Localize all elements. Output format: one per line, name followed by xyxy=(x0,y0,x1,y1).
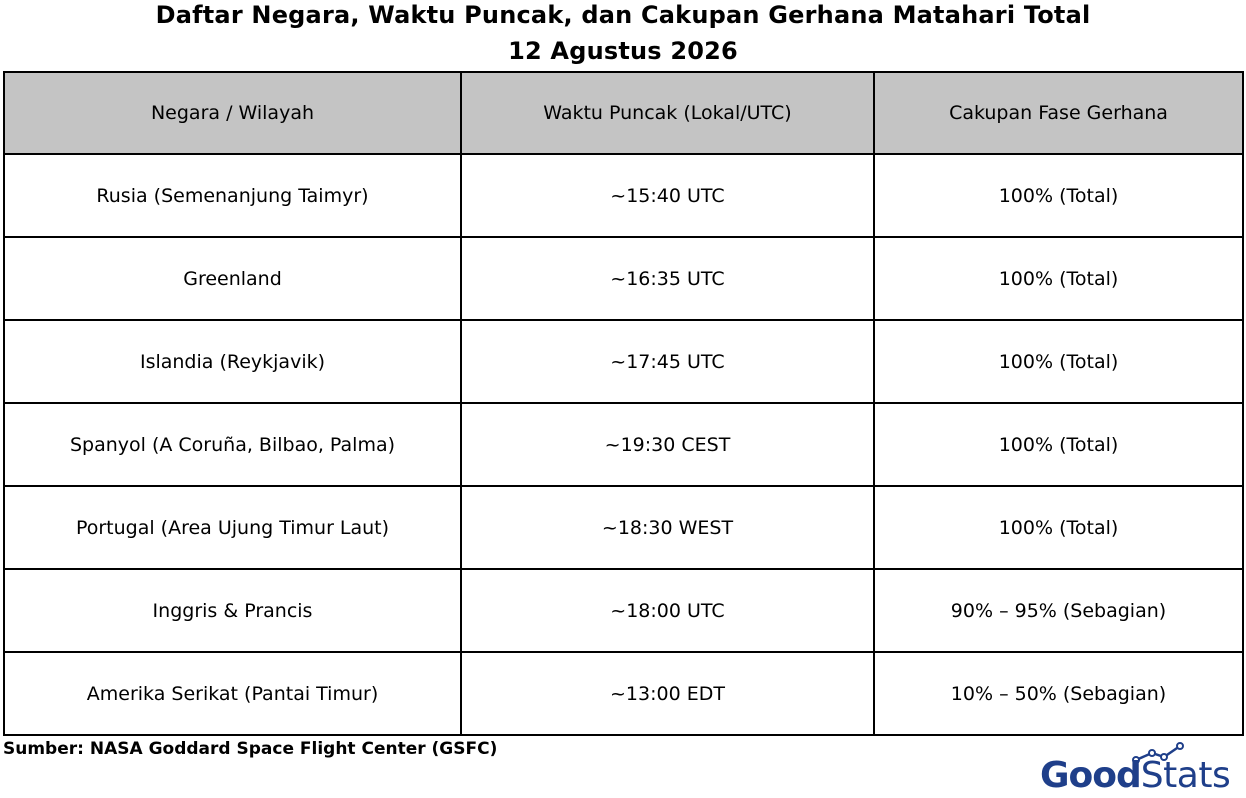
cell-peak-time: ~17:45 UTC xyxy=(461,320,874,403)
cell-coverage: 100% (Total) xyxy=(874,320,1243,403)
table-row xyxy=(4,320,1243,403)
header-coverage: Cakupan Fase Gerhana xyxy=(874,72,1243,154)
eclipse-table xyxy=(3,71,1244,736)
cell-country: Spanyol (A Coruña, Bilbao, Palma) xyxy=(4,403,461,486)
cell-coverage: 100% (Total) xyxy=(874,403,1243,486)
cell-coverage: 100% (Total) xyxy=(874,154,1243,237)
cell-country: Rusia (Semenanjung Taimyr) xyxy=(4,154,461,237)
cell-coverage: 90% – 95% (Sebagian) xyxy=(874,569,1243,652)
cell-country: Portugal (Area Ujung Timur Laut) xyxy=(4,486,461,569)
header-country: Negara / Wilayah xyxy=(4,72,461,154)
cell-coverage: 100% (Total) xyxy=(874,237,1243,320)
cell-peak-time: ~16:35 UTC xyxy=(461,237,874,320)
goodstats-logo xyxy=(1040,742,1240,798)
table-row xyxy=(4,652,1243,735)
page-title: Daftar Negara, Waktu Puncak, dan Cakupan Gerhana Matahari Total xyxy=(155,1,1091,29)
cell-peak-time: ~15:40 UTC xyxy=(461,154,874,237)
source-note: Sumber: NASA Goddard Space Flight Center (GSFC) xyxy=(3,739,498,759)
cell-coverage: 100% (Total) xyxy=(874,486,1243,569)
logo-text-light: Stats xyxy=(1140,755,1231,796)
header-peak-time: Waktu Puncak (Lokal/UTC) xyxy=(461,72,874,154)
cell-country: Greenland xyxy=(4,237,461,320)
table-row xyxy=(4,154,1243,237)
cell-peak-time: ~18:30 WEST xyxy=(461,486,874,569)
table-row xyxy=(4,486,1243,569)
cell-peak-time: ~13:00 EDT xyxy=(461,652,874,735)
cell-peak-time: ~19:30 CEST xyxy=(461,403,874,486)
cell-coverage: 10% – 50% (Sebagian) xyxy=(874,652,1243,735)
cell-country: Amerika Serikat (Pantai Timur) xyxy=(4,652,461,735)
table-header-row xyxy=(4,72,1243,154)
table-row xyxy=(4,237,1243,320)
logo-wordmark xyxy=(1040,756,1230,796)
cell-country: Inggris & Prancis xyxy=(4,569,461,652)
table-row xyxy=(4,403,1243,486)
cell-peak-time: ~18:00 UTC xyxy=(461,569,874,652)
table-row xyxy=(4,569,1243,652)
logo-text-bold: Good xyxy=(1040,755,1141,796)
page-subtitle-date: 12 Agustus 2026 xyxy=(508,37,738,65)
cell-country: Islandia (Reykjavik) xyxy=(4,320,461,403)
